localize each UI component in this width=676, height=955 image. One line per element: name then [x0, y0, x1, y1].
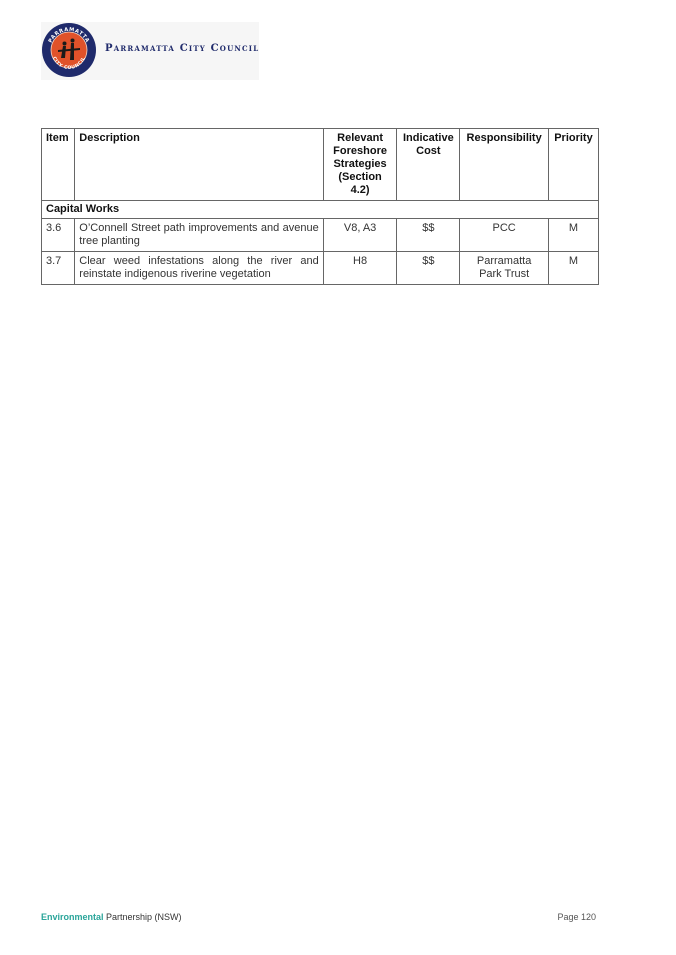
cell-responsibility-line1: PCC	[492, 222, 516, 234]
cell-responsibility	[460, 219, 549, 252]
header-cost-line2: Cost	[416, 145, 441, 157]
header-responsibility: Responsibility	[460, 129, 549, 201]
table-row	[42, 252, 599, 285]
cell-description: O’Connell Street path improvements and avenue tree planting	[75, 219, 323, 252]
cell-cost: $$	[397, 252, 460, 285]
header-relevant-line3: Strategies	[333, 158, 387, 170]
seal-top-text: PARRAMATTA	[47, 26, 91, 44]
header-item: Item	[42, 129, 75, 201]
cell-relevant: V8, A3	[323, 219, 397, 252]
table-row	[42, 219, 599, 252]
council-name: Parramatta City Council	[105, 43, 260, 54]
cell-cost: $$	[397, 219, 460, 252]
cell-description: Clear weed infestations along the river and reinstate indigenous riverine vegetation	[75, 252, 323, 285]
cell-responsibility-line1: Parramatta	[476, 255, 532, 267]
cell-item: 3.6	[42, 219, 75, 252]
cell-relevant: H8	[323, 252, 397, 285]
cell-responsibility	[460, 252, 549, 285]
header-relevant-strategies	[323, 129, 397, 201]
header-relevant-line1: Relevant	[337, 132, 383, 144]
table-header-row	[42, 129, 599, 201]
capital-works-table	[41, 128, 599, 285]
section-row-capital-works	[42, 201, 599, 219]
footer-organisation	[41, 912, 182, 922]
cell-priority: M	[548, 219, 598, 252]
seal-bottom-text: CITY COUNCIL	[50, 56, 88, 72]
section-title: Capital Works	[42, 201, 599, 219]
header-relevant-line2: Foreshore	[333, 145, 387, 157]
council-seal-icon	[41, 22, 97, 78]
council-header	[41, 22, 259, 80]
footer-org-rest: Partnership (NSW)	[103, 912, 182, 922]
cell-responsibility-line2: Park Trust	[479, 268, 530, 280]
header-indicative-cost	[397, 129, 460, 201]
header-cost-line1: Indicative	[402, 132, 454, 144]
cell-priority: M	[548, 252, 598, 285]
header-relevant-line4: (Section 4.2)	[338, 171, 382, 196]
page-number: Page 120	[557, 912, 596, 922]
header-description: Description	[75, 129, 323, 201]
footer-org-accent: Environmental	[41, 912, 104, 922]
header-priority: Priority	[548, 129, 598, 201]
cell-item: 3.7	[42, 252, 75, 285]
